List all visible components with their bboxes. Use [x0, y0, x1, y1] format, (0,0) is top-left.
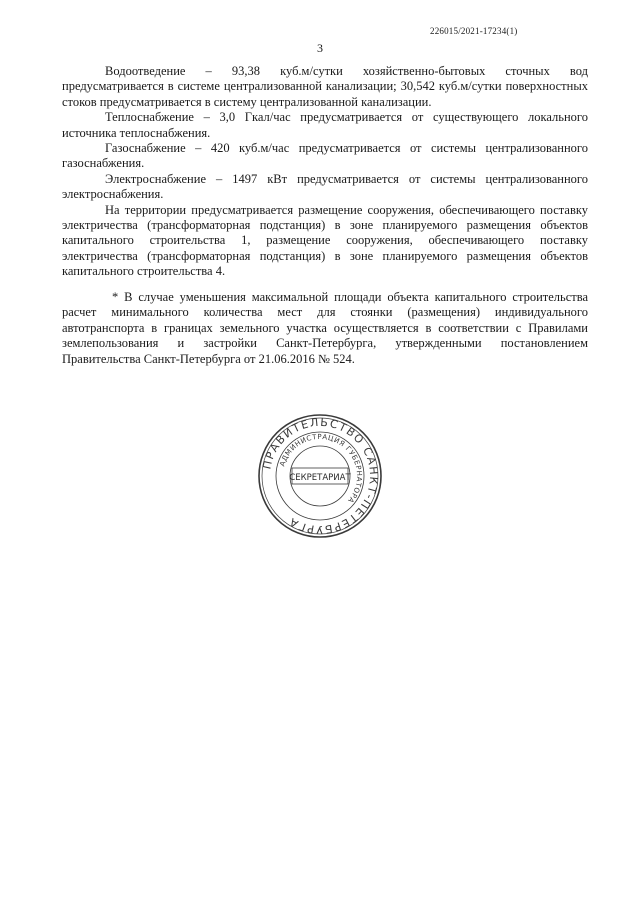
- paragraph-heat-supply: Теплоснабжение – 3,0 Гкал/час предусматривается от существующего локального источника теплоснабжения.: [62, 110, 588, 140]
- paragraph-substations: На территории предусматривается размещение сооружения, обеспечивающего поставку электричества (трансформаторная подстанция) в зоне планируемого размещения объектов капитального строительства 1, размещение сооружения, обеспечивающего поставку электричества (трансформаторная подстанция) в зоне планируемого размещения объектов капитального строительства 4.: [62, 202, 588, 279]
- seal-inner-text: АДМИНИСТРАЦИЯ ГУБЕРНАТОРА: [278, 432, 364, 505]
- page-number: 3: [317, 41, 323, 55]
- seal-graphic: [256, 412, 384, 540]
- footnote-text: * В случае уменьшения максимальной площади объекта капитального строительства расчет минимального количества мест для стоянки (размещения) индивидуального автотранспорта в границах земельного участка осуществляется в соответствии с Правилами землепользования и застройки Санкт-Петербурга, утвержденными постановлением Правительства Санкт-Петербурга от 21.06.2016 № 524.: [62, 290, 588, 366]
- official-seal: [256, 412, 384, 540]
- paragraph-power-supply: Электроснабжение – 1497 кВт предусматривается от системы централизованного электроснабжения.: [62, 171, 588, 202]
- paragraph-water-disposal: Водоотведение – 93,38 куб.м/сутки хозяйственно-бытовых сточных вод предусматривается в системе централизованной канализации; 30,542 куб.м/сутки поверхностных стоков предусматривается в систему централизованной канализации.: [62, 64, 588, 109]
- body-text: [62, 64, 588, 280]
- document-id: 226015/2021-17234(1): [430, 26, 518, 36]
- seal-outer-text: ПРАВИТЕЛЬСТВО САНКТ-ПЕТЕРБУРГА: [260, 415, 381, 537]
- footnote: [62, 290, 588, 367]
- paragraph-gas-supply: Газоснабжение – 420 куб.м/час предусматривается от системы централизованного газоснабжения.: [62, 141, 588, 171]
- seal-center-label: СЕКРЕТАРИАТ: [289, 473, 351, 483]
